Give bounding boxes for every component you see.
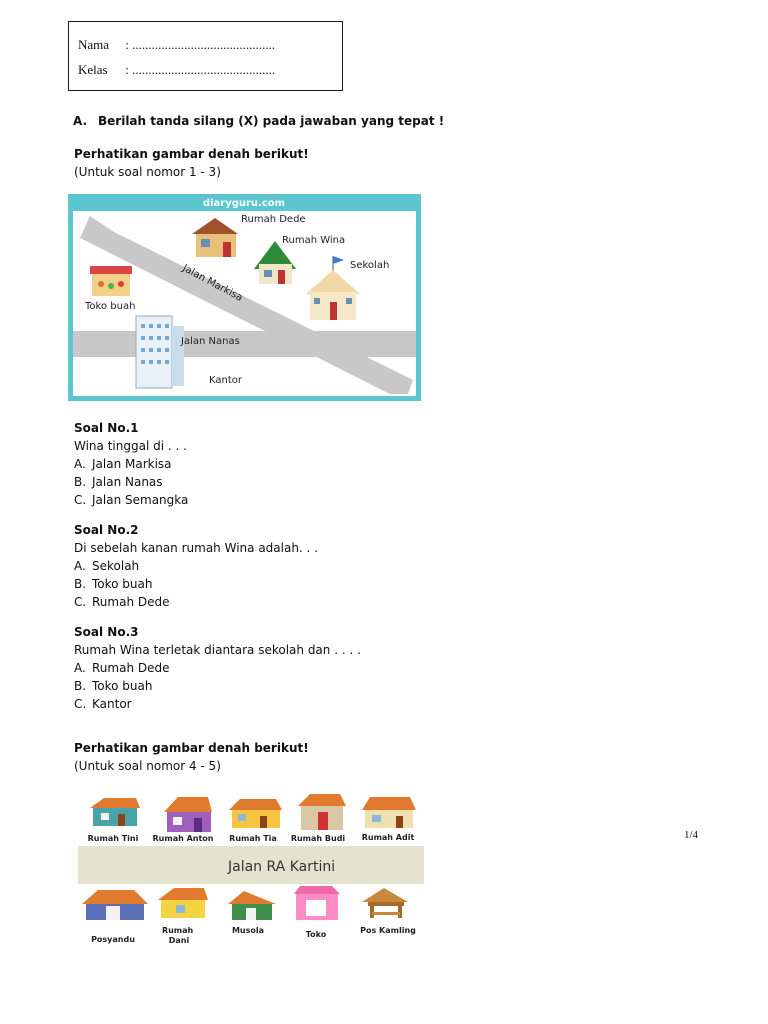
kelas-label: Kelas xyxy=(78,62,108,77)
option-c-letter: C. xyxy=(74,697,87,711)
option-b-letter: B. xyxy=(74,577,87,591)
map1-watermark: diaryguru.com xyxy=(202,198,286,209)
label-rumah-anton: Rumah Anton xyxy=(152,834,214,843)
toko-buah-stall xyxy=(90,266,132,296)
jalan-nanas-road xyxy=(73,331,416,357)
musola-building xyxy=(228,891,276,920)
question-text: Di sebelah kanan rumah Wina adalah. . . xyxy=(74,541,319,555)
rumah-budi-house xyxy=(298,794,346,830)
identity-box xyxy=(68,21,343,91)
option-b-letter: B. xyxy=(74,679,87,693)
option-a-letter: A. xyxy=(74,559,86,573)
question-title: Soal No.3 xyxy=(74,625,139,639)
label-toko: Toko xyxy=(305,930,327,939)
label-posyandu: Posyandu xyxy=(91,935,135,944)
option-b[interactable]: Toko buah xyxy=(92,577,153,591)
option-b[interactable]: Jalan Nanas xyxy=(92,475,163,489)
rumah-adit-house xyxy=(362,797,416,828)
label-pos-kamling: Pos Kamling xyxy=(360,926,416,935)
label-rumah-dani-line1: Rumah xyxy=(161,926,194,935)
option-b[interactable]: Toko buah xyxy=(92,679,153,693)
label-rumah-dani xyxy=(162,926,196,945)
label-rumah-tia: Rumah Tia xyxy=(229,834,277,843)
option-a-letter: A. xyxy=(74,661,86,675)
intro2-subtitle: (Untuk soal nomor 4 - 5) xyxy=(74,759,221,773)
option-c[interactable]: Rumah Dede xyxy=(92,595,170,609)
label-sekolah: Sekolah xyxy=(350,260,390,271)
posyandu-building xyxy=(82,890,148,920)
kelas-row xyxy=(78,62,275,78)
pos-kamling-building xyxy=(362,888,408,918)
label-musola: Musola xyxy=(231,926,265,935)
option-b-letter: B. xyxy=(74,475,87,489)
intro1-title: Perhatikan gambar denah berikut! xyxy=(74,147,309,161)
option-c-letter: C. xyxy=(74,493,87,507)
rumah-anton-house xyxy=(164,797,212,832)
nama-blank[interactable]: : ............................................ xyxy=(125,37,276,52)
label-toko-buah: Toko buah xyxy=(85,301,136,312)
street-label: Jalan RA Kartini xyxy=(228,859,336,875)
map1-image xyxy=(68,194,421,401)
question-text: Rumah Wina terletak diantara sekolah dan . . . . xyxy=(74,643,361,657)
rumah-tini-house xyxy=(90,798,140,826)
question-title: Soal No.2 xyxy=(74,523,139,537)
toko-building xyxy=(294,886,340,920)
label-kantor: Kantor xyxy=(209,375,242,386)
kantor-building xyxy=(136,316,184,388)
option-c[interactable]: Jalan Semangka xyxy=(92,493,189,507)
label-rumah-wina: Rumah Wina xyxy=(282,235,346,246)
rumah-tia-house xyxy=(229,799,282,828)
label-rumah-adit: Rumah Adit xyxy=(361,833,415,842)
kelas-blank[interactable]: : ............................................ xyxy=(125,62,276,77)
nama-row xyxy=(78,37,275,53)
question-text: Wina tinggal di . . . xyxy=(74,439,187,453)
label-rumah-dani-line2: Dani xyxy=(168,936,190,945)
nama-label: Nama xyxy=(78,37,110,52)
option-a[interactable]: Jalan Markisa xyxy=(92,457,172,471)
section-a-instruction: Berilah tanda silang (X) pada jawaban yang tepat ! xyxy=(98,114,445,128)
option-c[interactable]: Kantor xyxy=(92,697,132,711)
option-a[interactable]: Rumah Dede xyxy=(92,661,170,675)
rumah-dani-house xyxy=(158,888,208,918)
page-number: 1/4 xyxy=(684,829,699,841)
intro2-title: Perhatikan gambar denah berikut! xyxy=(74,741,309,755)
section-a-letter: A. xyxy=(73,114,88,128)
label-jalan-markisa: Jalan Markisa xyxy=(180,262,245,304)
map2-image xyxy=(78,788,424,948)
label-rumah-dede: Rumah Dede xyxy=(241,214,306,225)
option-a[interactable]: Sekolah xyxy=(92,559,140,573)
intro1-subtitle: (Untuk soal nomor 1 - 3) xyxy=(74,165,221,179)
option-a-letter: A. xyxy=(74,457,86,471)
label-rumah-budi: Rumah Budi xyxy=(290,834,346,843)
option-c-letter: C. xyxy=(74,595,87,609)
question-title: Soal No.1 xyxy=(74,421,139,435)
label-rumah-tini: Rumah Tini xyxy=(87,834,139,843)
label-jalan-nanas: Jalan Nanas xyxy=(181,336,240,347)
